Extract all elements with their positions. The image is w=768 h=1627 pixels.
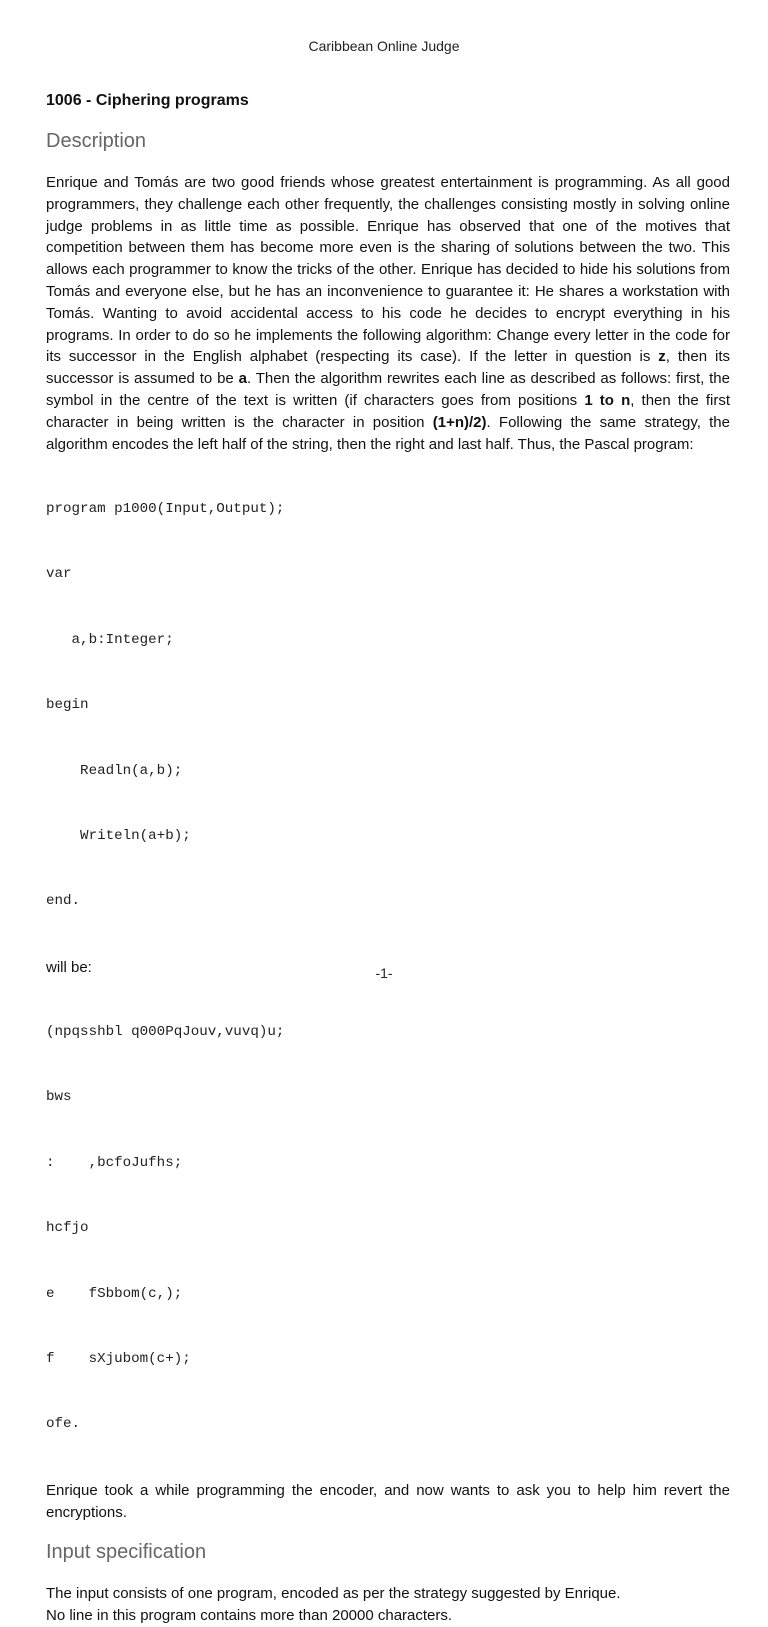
code-line: f sXjubom(c+); xyxy=(46,1351,191,1368)
code-line: a,b:Integer; xyxy=(46,631,174,648)
code-line: end. xyxy=(46,893,81,910)
page-content xyxy=(46,88,730,1627)
description-text-5: . Following the same strategy, the algorithm encodes the left half of the string, then the right and last half. Thus, the Pascal program: xyxy=(46,413,730,453)
description-paragraph xyxy=(46,172,730,455)
description-text-3: . Then the algorithm rewrites each line as described as follows: first, the symbol in the centre of the text is written (if characters goes from positions xyxy=(46,370,730,409)
code-line: e fSbbom(c,); xyxy=(46,1285,183,1302)
code-line: (npqsshbl q000PqJouv,vuvq)u; xyxy=(46,1024,285,1041)
code-line: : ,bcfoJufhs; xyxy=(46,1154,183,1171)
problem-title: 1006 - Ciphering programs xyxy=(46,92,249,109)
code-line: begin xyxy=(46,697,89,714)
description-text-1: Enrique and Tomás are two good friends whose greatest entertainment is programming. As all good programmers, they challenge each other frequently, the challenges consisting mostly in solving online judge problems in as little time as possible. Enrique has observed that one of the motives that competition between them has become more even is the sharing of solutions between the two. This allows each programmer to know the tricks of the other. Enrique has decided to hide his solutions from Tomás and everyone else, but he has an inconvenience to guarantee it: He shares a workstation with Tomás. Wanting to avoid accidental access to his code he decides to encrypt everything in his programs. In order to do so he implements the following algorithm: Change every letter in the code for its successor in the English alphabet (respecting its case). If the letter in question is xyxy=(46,174,730,366)
code-line: ofe. xyxy=(46,1416,81,1433)
description-heading: Description xyxy=(46,130,147,152)
input-spec-line: No line in this program contains more than 20000 characters. xyxy=(46,1607,453,1625)
input-spec-heading: Input specification xyxy=(46,1541,207,1564)
code-line: bws xyxy=(46,1089,72,1106)
code-line: program p1000(Input,Output); xyxy=(46,500,285,517)
description-text-2: , then its successor is assumed to be xyxy=(46,348,730,388)
will-be-label: will be: xyxy=(46,958,92,976)
pascal-code-block xyxy=(46,455,730,956)
input-spec-body xyxy=(46,1583,730,1627)
encoded-code-block xyxy=(46,978,730,1479)
code-line: Writeln(a+b); xyxy=(46,827,191,844)
bold-position: (1+n)/2) xyxy=(432,413,487,431)
bold-z: z xyxy=(658,348,666,366)
input-spec-line: The input consists of one program, encoded as per the strategy suggested by Enrique. xyxy=(46,1585,621,1603)
code-line: var xyxy=(46,566,72,583)
running-header: Caribbean Online Judge xyxy=(308,38,460,54)
closing-paragraph: Enrique took a while programming the encoder, and now wants to ask you to help him revert the encryptions. xyxy=(46,1481,730,1521)
page-number: -1- xyxy=(375,965,393,981)
description-text-4: , then the first character in being written is the character in position xyxy=(46,391,730,431)
bold-a: a xyxy=(238,370,247,388)
code-line: hcfjo xyxy=(46,1220,89,1237)
bold-range: 1 to n xyxy=(584,391,631,409)
code-line: Readln(a,b); xyxy=(46,762,183,779)
